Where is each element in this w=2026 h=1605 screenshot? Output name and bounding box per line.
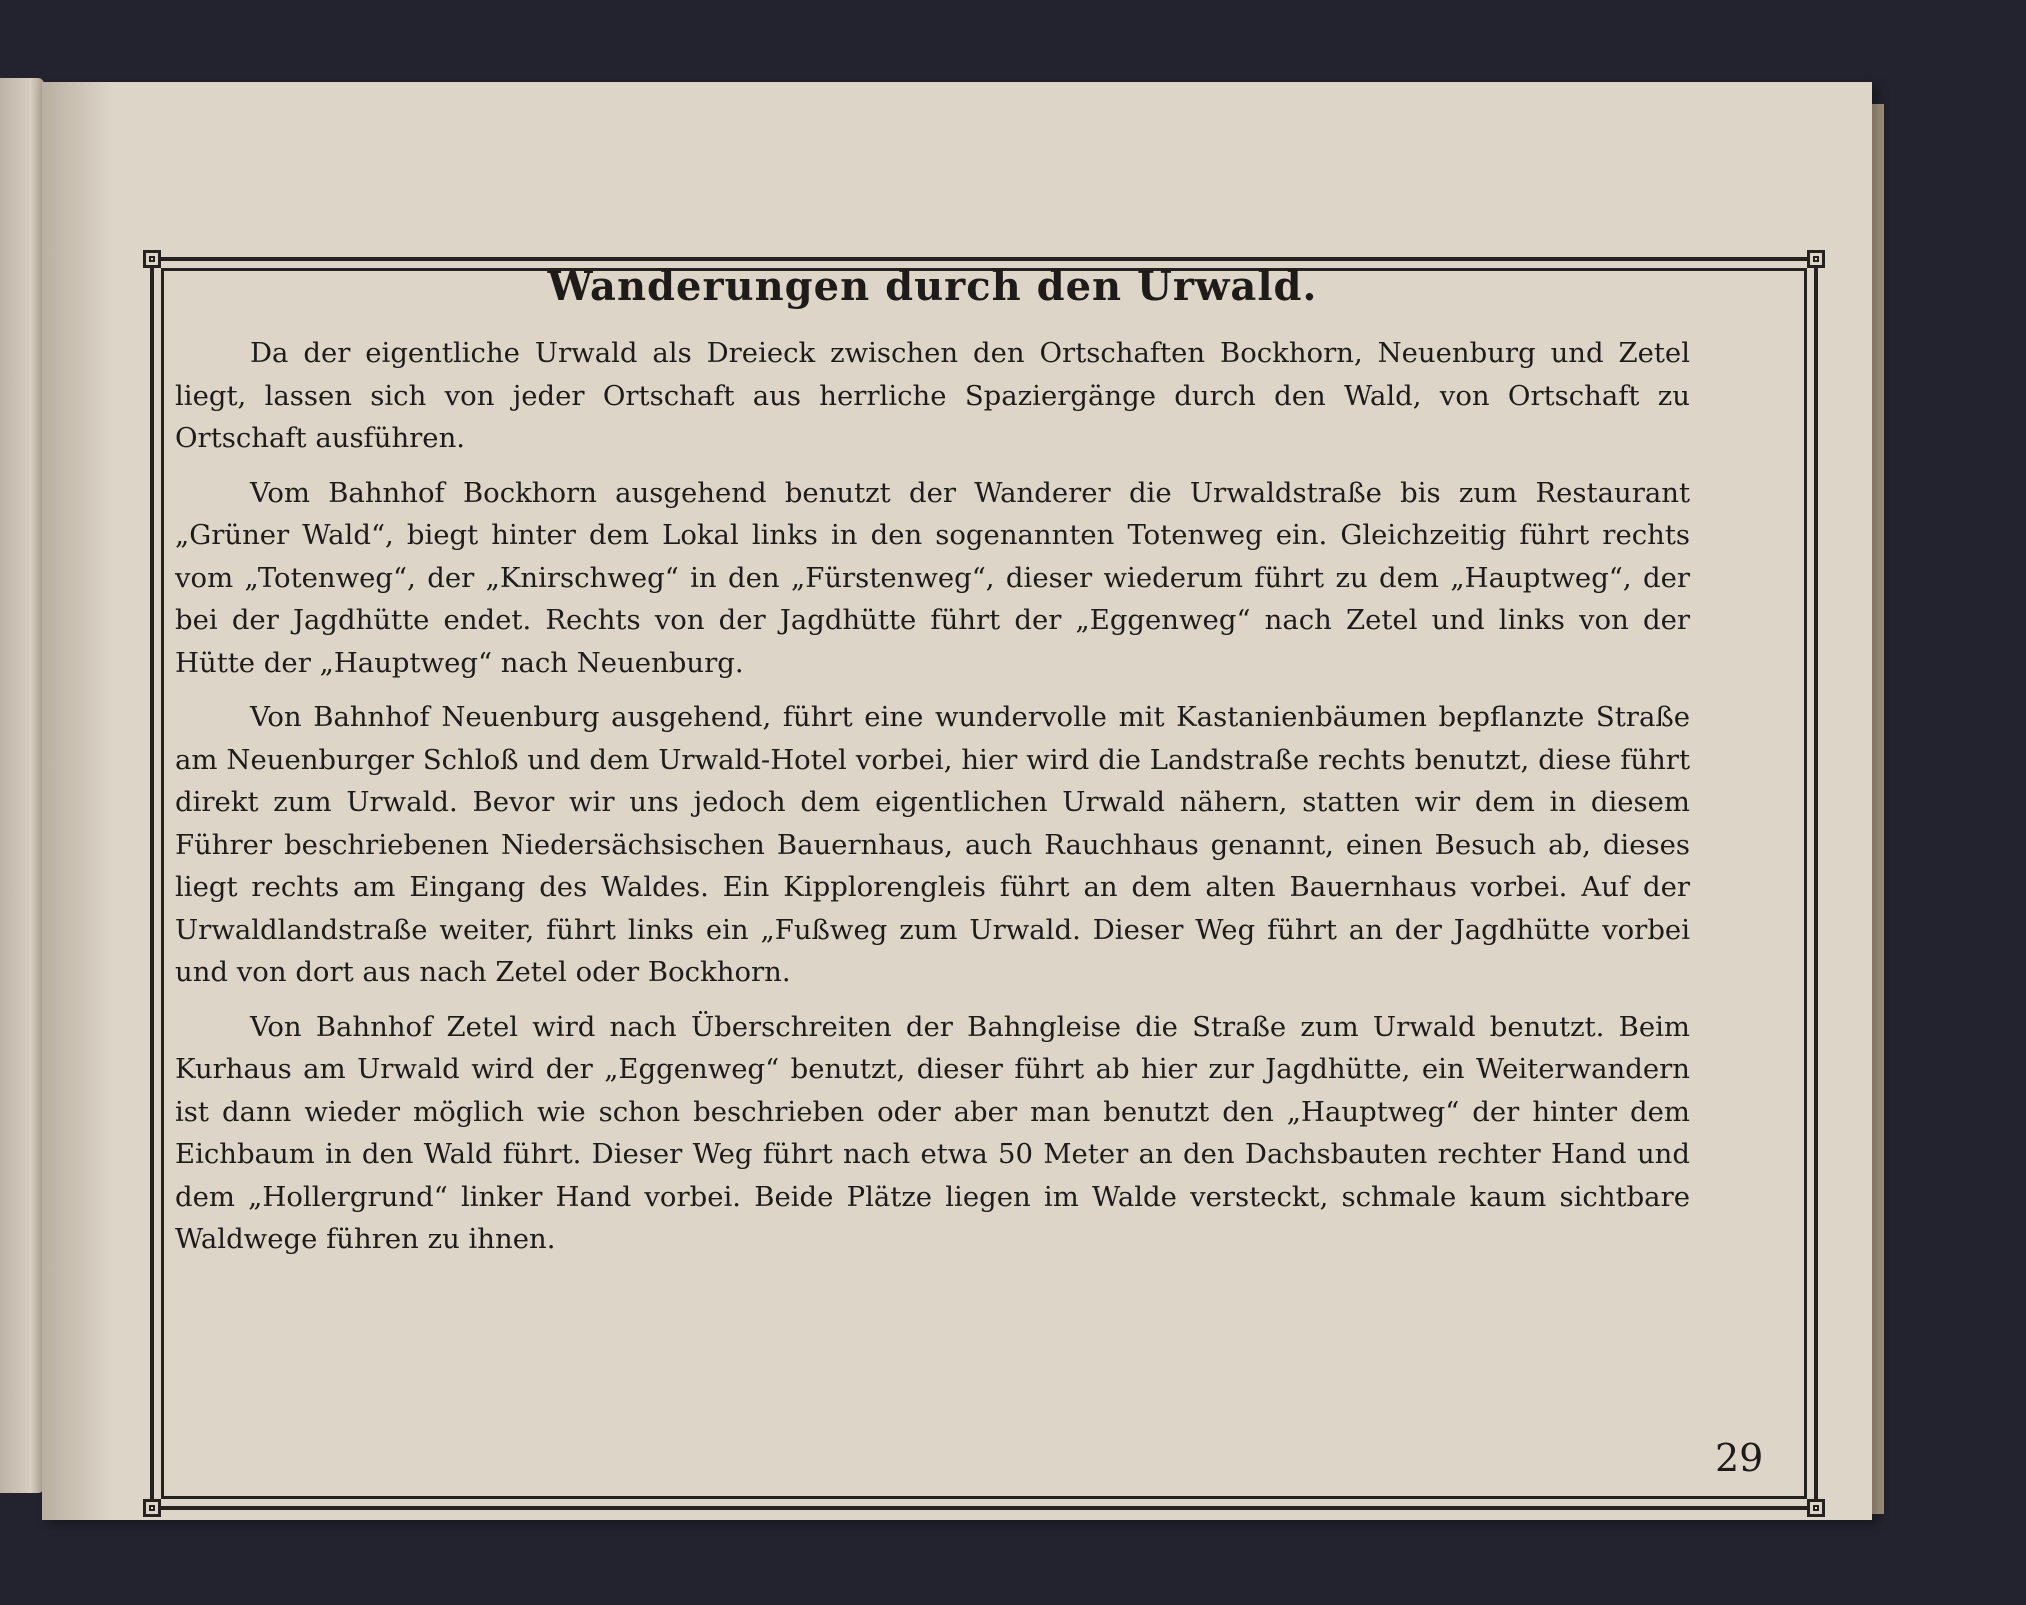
paragraph: Von Bahnhof Neuenburg ausgehend, führt eine wundervolle mit Kastanienbäumen bepflanzte Straße am Neuenburger Schloß und dem Urwald-Hotel vorbei, hier wird die Landstraße rechts benutzt, diese führt direkt zum Urwald. Bevor wir uns jedoch dem eigentlichen Urwald nähern, statten wir dem in diesem Führer beschriebenen Niedersächsischen Bauernhaus, auch Rauchhaus genannt, einen Besuch ab, dieses liegt rechts am Eingang des Waldes. Ein Kipplorengleis führt an dem alten Bauernhaus vorbei. Auf der Urwaldlandstraße weiter, führt links ein „Fußweg zum Urwald. Dieser Weg führt an der Jagdhütte vorbei und von dort aus nach Zetel oder Bockhorn. <box>175 701 1690 988</box>
corner-ornament-icon <box>1807 1499 1825 1517</box>
corner-ornament-icon <box>1807 250 1825 268</box>
paragraph: Von Bahnhof Zetel wird nach Überschreiten der Bahngleise die Straße zum Urwald benutzt. Beim Kurhaus am Urwald wird der „Eggenweg“ benutzt, dieser führt ab hier zur Jagdhütte, ein Weiterwandern ist dann wieder möglich wie schon beschrieben oder aber man benutzt den „Hauptweg“ der hinter dem Eichbaum in den Wald führt. Dieser Weg führt nach etwa 50 Meter an den Dachsbauten rechter Hand und dem „Hollergrund“ linker Hand vorbei. Beide Plätze liegen im Walde versteckt, schmale kaum sichtbare Waldwege führen zu ihnen. <box>175 1010 1690 1255</box>
corner-ornament-icon <box>143 1499 161 1517</box>
previous-page-edge <box>0 78 44 1493</box>
page-number: 29 <box>1715 1436 1764 1480</box>
paragraph: Da der eigentliche Urwald als Dreieck zwischen den Ortschaften Bockhorn, Neuenburg und Zetel liegt, lassen sich von jeder Ortschaft aus herrliche Spaziergänge durch den Wald, von Ortschaft zu Ortschaft ausführen. <box>175 337 1690 454</box>
corner-ornament-icon <box>143 250 161 268</box>
page-content <box>175 262 1690 1273</box>
page-title: Wanderungen durch den Urwald. <box>547 263 1318 310</box>
paragraph: Vom Bahnhof Bockhorn ausgehend benutzt der Wanderer die Urwaldstraße bis zum Restaurant „Grüner Wald“, biegt hinter dem Lokal links in den sogenannten Totenweg ein. Gleichzeitig führt rechts vom „Totenweg“, der „Knirschweg“ in den „Fürstenweg“, dieser wiederum führt zu dem „Hauptweg“, der bei der Jagdhütte endet. Rechts von der Jagdhütte führt der „Eggenweg“ nach Zetel und links von der Hütte der „Hauptweg“ nach Neuenburg. <box>175 476 1690 679</box>
